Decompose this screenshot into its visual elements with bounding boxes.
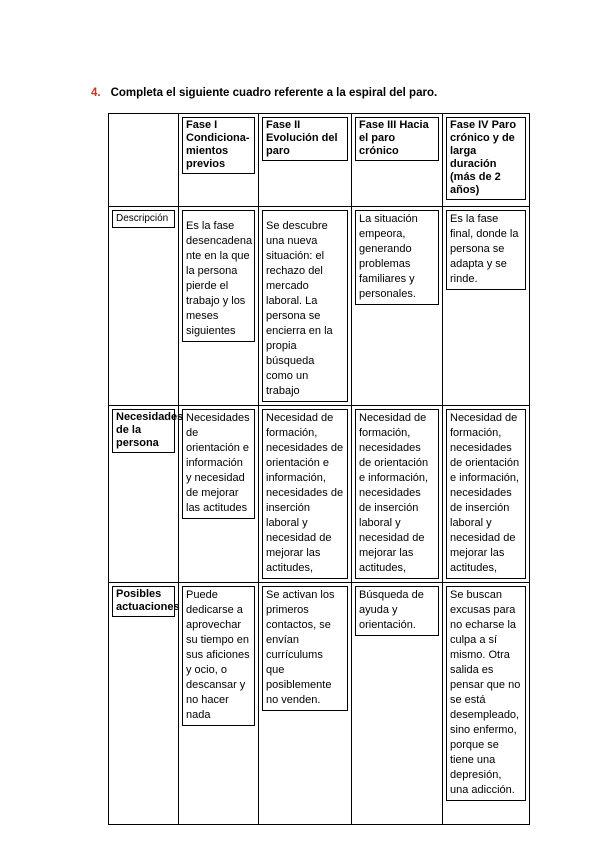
table-cell: Es la fase final, donde la persona se adapta y se rinde. <box>443 207 530 406</box>
exercise-number: 4. <box>91 87 101 99</box>
header-fase-3: Fase III Hacia el paro crónico <box>352 114 443 207</box>
table-cell: Necesidad de formación, necesidades de orientación e información, necesidades de inserción laboral y necesidad de mejorar las actitudes, <box>352 406 443 583</box>
row-label-descripcion: Descripción <box>109 207 179 406</box>
exercise-instruction: Completa el siguiente cuadro referente a la espiral del paro. <box>110 87 438 99</box>
row-label-necesidades: Necesidades de la persona <box>109 406 179 583</box>
table-cell: Es la fase desencadena nte en la que la persona pierde el trabajo y los meses siguientes <box>179 207 259 406</box>
table-row-descripcion <box>109 207 530 406</box>
table-cell: Necesidad de formación, necesidades de orientación e información, necesidades de inserción laboral y necesidad de mejorar las actitudes, <box>259 406 352 583</box>
header-row <box>109 114 530 207</box>
table-cell: Se descubre una nueva situación: el rechazo del mercado laboral. La persona se encierra en la propia búsqueda como un trabajo <box>259 207 352 406</box>
header-fase-1: Fase I Condiciona-mientos previos <box>179 114 259 207</box>
header-fase-2: Fase II Evolución del paro <box>259 114 352 207</box>
table-cell: Necesidad de formación, necesidades de orientación e información, necesidades de inserción laboral y necesidad de mejorar las actitudes, <box>443 406 530 583</box>
exercise-heading <box>91 86 437 100</box>
table-cell: Búsqueda de ayuda y orientación. <box>352 583 443 825</box>
table-cell: Puede dedicarse a aprovechar su tiempo en sus aficiones y ocio, o descansar y no hacer nada <box>179 583 259 825</box>
table-cell: La situación empeora, generando problemas familiares y personales. <box>352 207 443 406</box>
spiral-table <box>108 113 530 825</box>
table-cell: Se activan los primeros contactos, se envían currículums que posiblemente no venden. <box>259 583 352 825</box>
header-fase-4: Fase IV Paro crónico y de larga duración (más de 2 años) <box>443 114 530 207</box>
row-label-actuaciones: Posibles actuaciones <box>109 583 179 825</box>
table-cell: Necesidades de orientación e información y necesidad de mejorar las actitudes <box>179 406 259 583</box>
table-cell: Se buscan excusas para no echarse la culpa a sí mismo. Otra salida es pensar que no se está desempleado, sino enfermo, porque se tiene una depresión, una adicción. <box>443 583 530 825</box>
table-row-necesidades <box>109 406 530 583</box>
header-empty <box>109 114 179 207</box>
table-row-actuaciones <box>109 583 530 825</box>
